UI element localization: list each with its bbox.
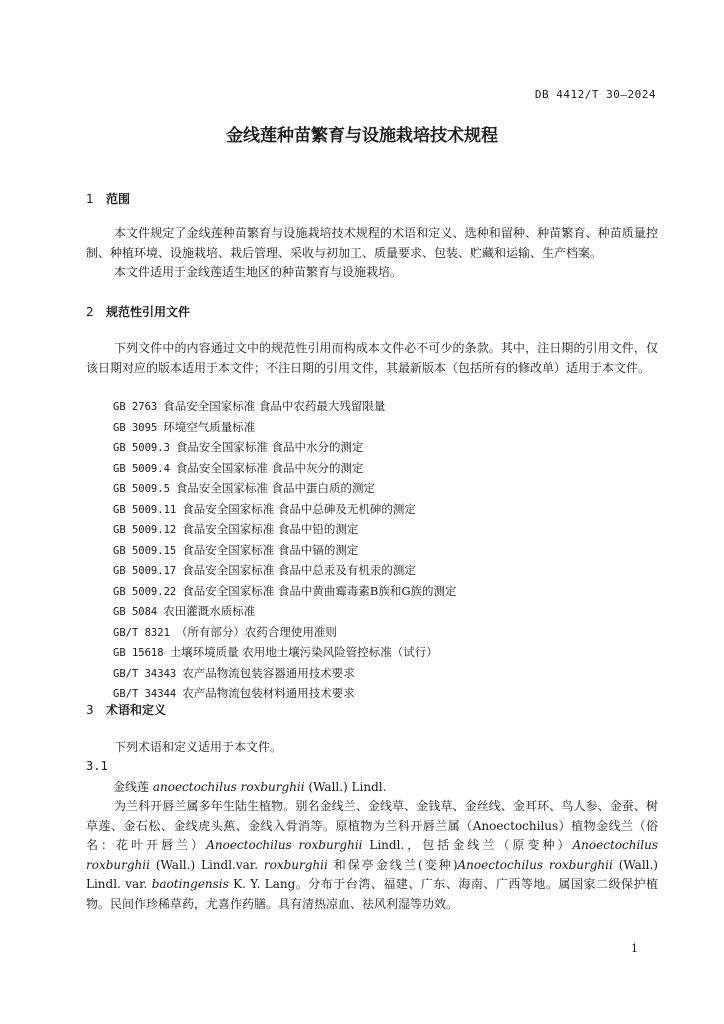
reference-title: （所有部分）农药合理使用准则 xyxy=(175,624,337,639)
reference-item xyxy=(113,602,457,623)
section-number: 2 xyxy=(86,305,94,319)
reference-list xyxy=(113,397,457,705)
reference-title: 食品安全国家标准 食品中水分的测定 xyxy=(175,440,364,454)
scope-paragraph-1: 本文件规定了金线莲种苗繁育与设施栽培技术规程的术语和定义、选种和留种、种苗繁育、种苗质量控制、种植环境、设施栽培、栽后管理、采收与初加工、质量要求、包装、贮藏和运输、生产档案。 xyxy=(86,226,658,260)
reference-item xyxy=(113,582,457,603)
reference-item xyxy=(113,418,457,439)
section-title: 范围 xyxy=(106,192,131,206)
section-heading-normative-references xyxy=(86,303,190,320)
definition-text: (Wall.) Lindl. var. xyxy=(86,857,658,891)
section-title: 规范性引用文件 xyxy=(106,305,191,319)
reference-title: 食品安全国家标准 食品中铅的测定 xyxy=(182,522,359,536)
reference-code: GB 5009.4 xyxy=(113,462,170,475)
definition-text: K. Y. Lang。分布于台湾、福建、广东、海南、广西等地。属国家二级保护植物。民间作珍稀草药，尤喜作药膳。具有清热凉血、祛风利湿等功效。 xyxy=(86,877,658,911)
reference-code: GB 5009.5 xyxy=(113,483,170,495)
reference-code: GB 5009.12 xyxy=(113,524,177,536)
reference-item xyxy=(113,643,457,664)
term-name-author: (Wall.) Lindl. xyxy=(308,780,387,794)
document-title: 金线莲种苗繁育与设施栽培技术规程 xyxy=(226,126,498,146)
scope-paragraph-2: 本文件适用于金线莲适生地区的种苗繁育与设施栽培。 xyxy=(114,265,403,279)
reference-item xyxy=(113,438,457,459)
definition-latin: roxburghii xyxy=(263,857,328,872)
reference-title: 食品安全国家标准 食品中灰分的测定 xyxy=(175,460,364,475)
term-definition xyxy=(86,797,658,914)
reference-code: GB/T 34344 xyxy=(113,688,177,700)
standard-number: DB 4412/T 30—2024 xyxy=(534,88,656,101)
section-number: 1 xyxy=(86,192,94,206)
reference-title: 食品安全国家标准 食品中镉的测定 xyxy=(182,542,359,557)
definition-latin: Anoectochilus roxburghii xyxy=(457,857,613,872)
section-title: 术语和定义 xyxy=(106,703,167,717)
reference-item xyxy=(113,623,457,644)
reference-title: 环境空气质量标准 xyxy=(163,419,256,434)
term-name-latin: anoectochilus roxburghii xyxy=(152,780,305,794)
definition-text: 和保亭金线兰(变种) xyxy=(327,857,458,872)
definition-latin: Anoectochilus roxburghii xyxy=(86,838,659,872)
terms-intro: 下列术语和定义适用于本文件。 xyxy=(114,740,283,754)
term-name xyxy=(113,778,386,795)
reference-code: GB 2763 xyxy=(113,401,158,413)
reference-code: GB 5009.22 xyxy=(113,585,177,598)
reference-title: 食品安全国家标准 食品中总汞及有机汞的测定 xyxy=(182,563,416,577)
term-name-chinese: 金线莲 xyxy=(113,780,150,794)
term-number: 3.1 xyxy=(86,759,108,773)
reference-title: 农田灌溉水质标准 xyxy=(163,604,256,618)
definition-text: Lindl.，包括金线兰（原变种） xyxy=(362,838,573,852)
reference-item xyxy=(113,520,457,541)
reference-title: 食品安全国家标准 食品中总砷及无机砷的测定 xyxy=(182,501,416,516)
reference-item xyxy=(113,561,457,582)
reference-item xyxy=(113,664,457,685)
reference-code: GB 15618 xyxy=(113,647,164,659)
reference-title: 食品安全国家标准 食品中黄曲霉毒素B族和G族的测定 xyxy=(182,583,457,598)
section-heading-scope xyxy=(86,190,130,207)
reference-code: GB 5009.3 xyxy=(113,442,170,454)
section-heading-terms xyxy=(86,701,166,718)
reference-item xyxy=(113,397,457,418)
references-intro: 下列文件中的内容通过文中的规范性引用而构成本文件必不可少的条款。其中，注日期的引用文件，仅该日期对应的版本适用于本文件；不注日期的引用文件，其最新版本（包括所有的修改单）适用于本文件。 xyxy=(86,341,658,375)
reference-title: 土壤环境质量 农用地土壤污染风险管控标准（试行） xyxy=(169,645,438,659)
definition-latin: Anoectochilus roxburghii xyxy=(206,838,363,852)
reference-title: 农产品物流包装容器通用技术要求 xyxy=(182,665,355,680)
definition-text: 为兰科开唇兰属多年生陆生植物。别名金线兰、金线草、金钱草、金丝线、金耳环、鸟人参、金蚕、树草莲、金石松、金线虎头蕉、金线入骨消等。原植物为兰科开唇兰属（Anoectochilus）植物金线兰（俗名：花叶开唇兰） xyxy=(86,799,658,852)
section-number: 3 xyxy=(86,703,94,717)
reference-item xyxy=(113,479,457,500)
reference-code: GB/T 34343 xyxy=(113,667,177,680)
reference-item xyxy=(113,500,457,521)
page-number: 1 xyxy=(631,942,638,955)
reference-title: 食品安全国家标准 食品中农药最大残留限量 xyxy=(163,399,386,413)
reference-code: GB 3095 xyxy=(113,421,158,434)
reference-code: GB/T 8321 xyxy=(113,626,170,639)
reference-code: GB 5009.15 xyxy=(113,544,177,557)
reference-title: 食品安全国家标准 食品中蛋白质的测定 xyxy=(175,481,376,495)
reference-title: 农产品物流包装材料通用技术要求 xyxy=(182,686,355,700)
reference-code: GB 5084 xyxy=(113,606,158,618)
reference-code: GB 5009.11 xyxy=(113,503,177,516)
definition-text: (Wall.) Lindl.var. xyxy=(149,857,264,872)
reference-item xyxy=(113,541,457,562)
reference-item xyxy=(113,459,457,480)
definition-latin: baotingensis xyxy=(151,877,229,891)
reference-code: GB 5009.17 xyxy=(113,565,177,577)
